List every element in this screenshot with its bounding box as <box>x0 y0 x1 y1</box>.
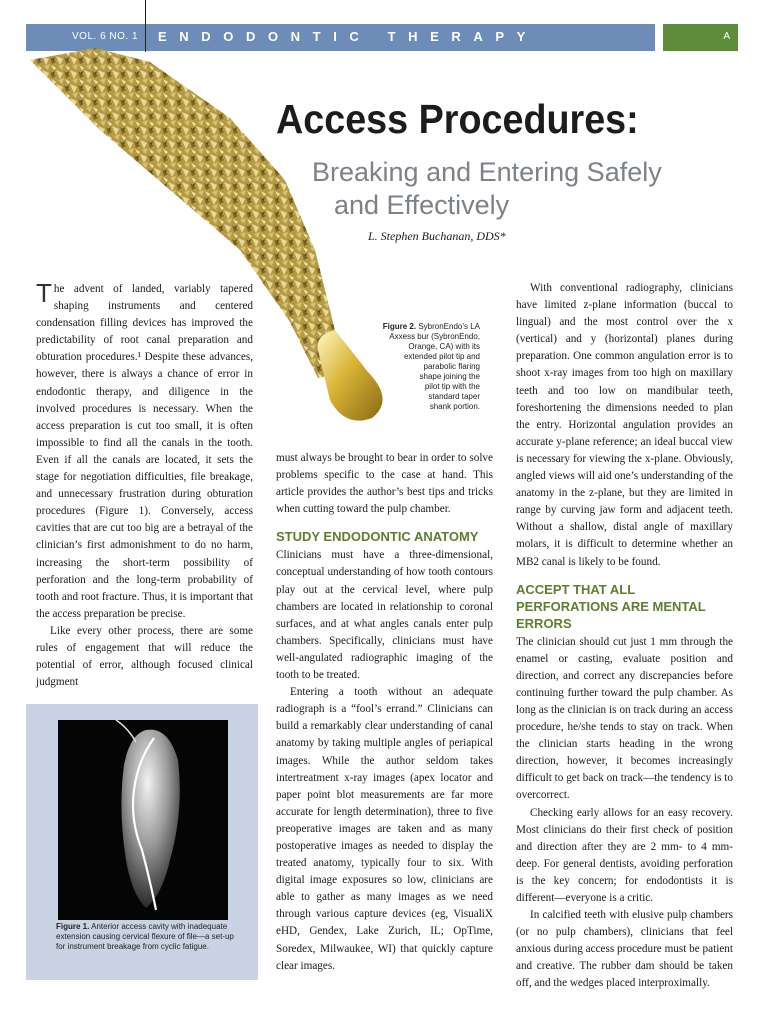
figure-2-caption: Figure 2. SybronEndo’s LA Axxess bur (SybronEndo, Orange, CA) with its extended pilot tip and parabolic flaring shape joining the pilot tip with the standard taper shank portion. <box>382 322 480 411</box>
figure-1 <box>26 704 258 980</box>
figure-1-caption: Figure 1. Anterior access cavity with inadequate extension causing cervical flexure of file—a set-up for instrument breakage from cyclic fatigue. <box>56 922 234 951</box>
body-column-2 <box>276 450 493 975</box>
figure-1-label: Figure 1. <box>56 922 90 931</box>
volume-label: VOL. 6 NO. 1 <box>72 31 139 42</box>
journal-title: ENDODONTIC THERAPY <box>158 29 538 44</box>
paragraph: Clinicians must have a three-dimensional, conceptual understanding of how tooth contours play out at the cervical level, where pulp chambers are located in relationship to coronal surfaces, and at what angles canals enter pulp chambers. Specifically, clinicians must have well-angulated radiographic imaging of the tooth to be treated. <box>276 549 493 682</box>
paragraph: With conventional radiography, clinicians have limited z-plane information (buccal to lingual) and the most control over the x (vertical) and y (horizontal) planes during preparation. One common angulation error is to shoot x-ray images from too high on maxillary teeth and too low on mandibular teeth, foreshortening the dimensions needed to plan the entry. Horizontal angulation provides an accurate y-plane reference; an ideal buccal view is necessary for viewing the x-plane. Obviously, angled views will aid one’s understanding of the anatomy in the z-plane, but they are limited in range by curving jaw form and adjacent teeth. Without a shallow, distal angle of maxillary molars, it is difficult to determine whether an MB2 canal is likely to be found. <box>516 282 733 568</box>
paragraph: must always be brought to bear in order to solve problems specific to the case at hand. This article provides the author’s best tips and tricks when cutting toward the pulp chamber. <box>276 452 493 516</box>
subtitle-line-1: Breaking and Entering Safely <box>312 157 662 187</box>
body-column-3 <box>516 280 733 993</box>
drop-cap: T <box>36 278 52 308</box>
paragraph: Like every other process, there are some rules of engagement that will reduce the potential of error, although focused clinical judgment <box>36 624 253 689</box>
section-heading: STUDY ENDODONTIC ANATOMY <box>276 529 479 545</box>
radiograph-image <box>58 720 228 920</box>
paragraph: The clinician should cut just 1 mm through the enamel or casting, evaluate position and direction, and correct any discrepancies before continuing further toward the pulp chamber. As long as the clinician is on track during an access procedure, he/she tends to stay on track. When the clinician starts heading in the wrong direction, however, it becomes increasingly difficult to get back on track—the tendency is to overcorrect. <box>516 635 733 802</box>
paragraph: The advent of landed, variably tapered shaping instruments and centered condensation filling devices has improved the predictability of root canal preparation and obturation procedures.¹ Despite these advances, however, there is always a chance of error in endodontic therapy, and diligence in the involved procedures is necessary. When the access preparation is cut too small, it is often impossible to find all the canals in the tooth. Even if all the canals are located, it sets the stage for negotiation difficulties, file breakage, and unnecessary frustration during obturation procedures (Figure 1). Conversely, access cavities that are cut too big are a betrayal of the clinician’s first admonishment to do no harm, increasing the short-term possibility of perforation and the long-term probability of tooth and root fracture. Thus, it is important that the access preparation be precise. <box>36 278 253 620</box>
paragraph: Entering a tooth without an adequate radiograph is a “fool’s errand.” Clinicians can build a remarkably clear understanding of canal anatomy by taking multiple angles of periapical images. While the author seldom takes intertreatment x-ray images (apex locator and paper point blot measurements are far more accurate for length determination), three to five preoperative images are taken and as many postoperative images as needed to display the treated anatomy, typically four to six. With digital image exposures so low, clinicians are able to gather as many images as we need through various capture devices (eg, VisualiX eHD, Gendex, Lake Zurich, IL; OpTime, Soredex, Milwaukee, WI) that quickly capture clear images. <box>276 686 493 972</box>
figure-2-label: Figure 2. <box>382 322 417 331</box>
subtitle-line-2: and Effectively <box>334 190 510 220</box>
article-subtitle <box>312 156 662 222</box>
paragraph: In calcified teeth with elusive pulp chambers (or no pulp chambers), clinicians that feel anxious during access procedure must be patient and creative. The rubber dam should be taken off, and the wedges placed interproximally. <box>516 909 733 990</box>
tooth-radiograph <box>58 720 228 920</box>
page-letter: A <box>723 31 730 42</box>
section-heading: ACCEPT THAT ALL PERFORATIONS ARE MENTAL ERRORS <box>516 581 706 631</box>
article-title: Access Procedures: <box>276 96 639 142</box>
paragraph: Checking early allows for an easy recovery. Most clinicians do their first check of position and direction after they are 2 mm- to 4 mm-deep. For general dentists, avoiding perforation is the key concern; for endodontists it is different—everyone is a critic. <box>516 806 733 904</box>
author-byline: L. Stephen Buchanan, DDS* <box>368 229 506 243</box>
body-column-1 <box>36 278 253 691</box>
page-tab <box>663 24 738 51</box>
